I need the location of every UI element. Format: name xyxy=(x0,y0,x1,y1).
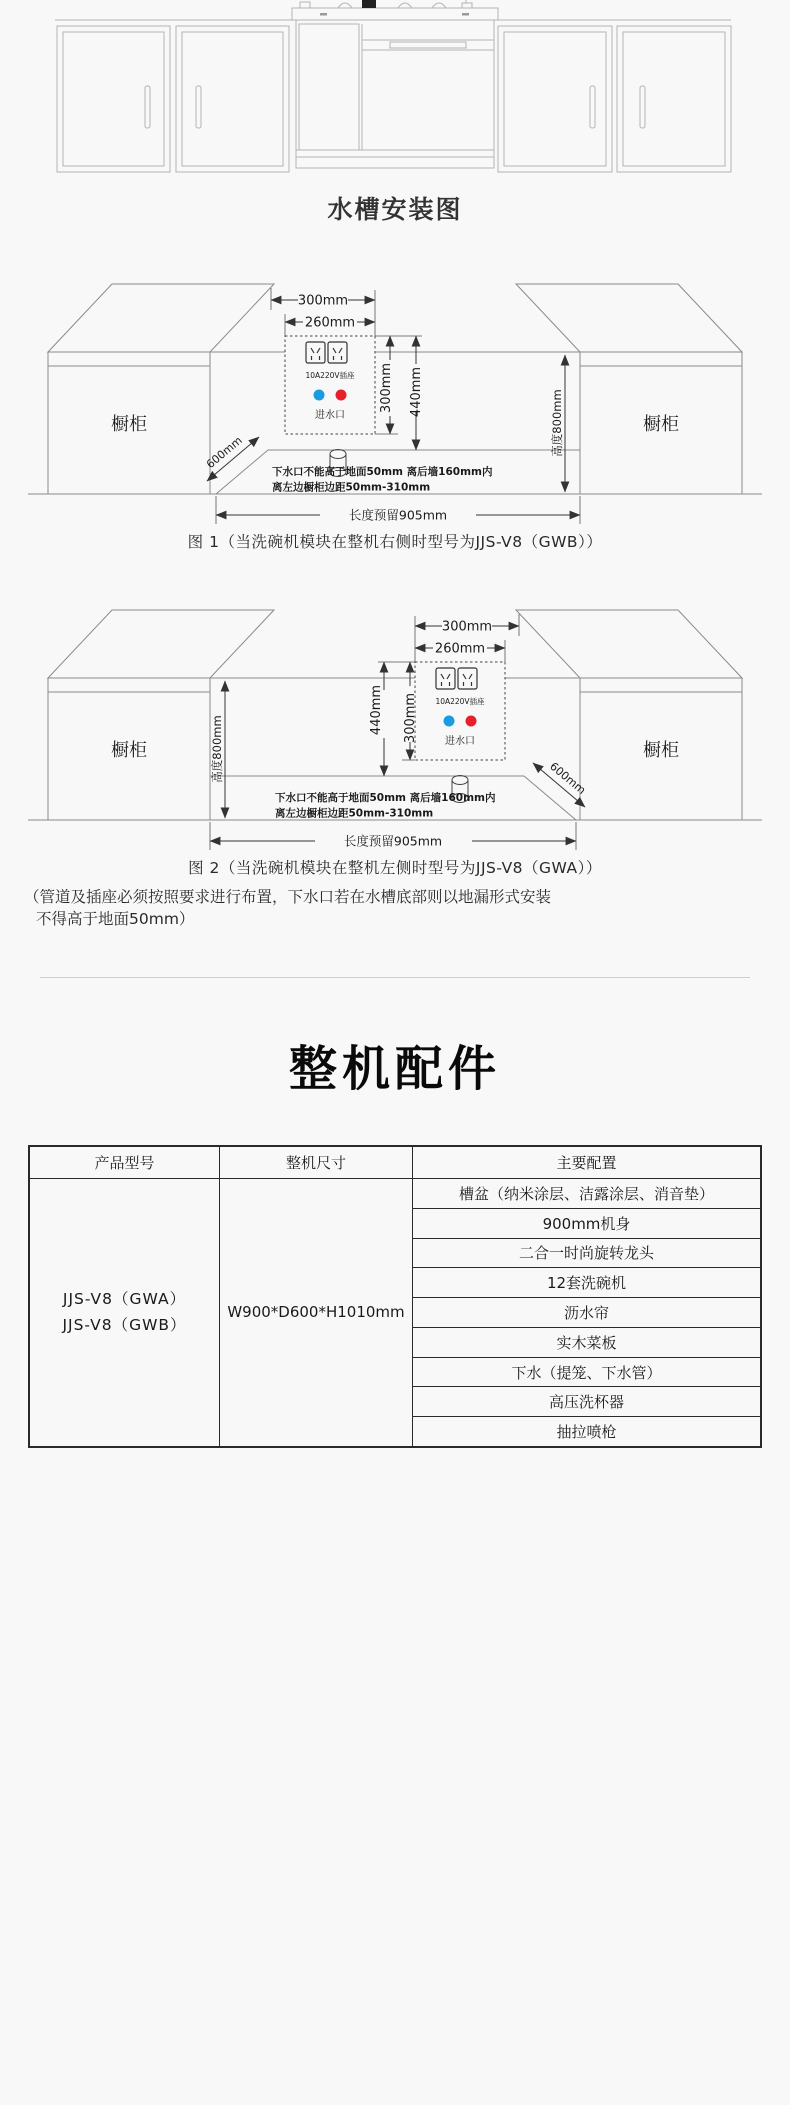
fig1-dim-600mm: 600mm xyxy=(203,433,245,472)
fig1-cabinet-outlines xyxy=(28,284,762,494)
fig1-dim-height-800mm: 高度800mm xyxy=(550,389,564,457)
fig1-cabinet-right-label: 橱柜 xyxy=(643,414,679,435)
figure-1-installation-diagram xyxy=(0,232,790,528)
config-list xyxy=(413,1179,760,1446)
cell-product-models xyxy=(30,1179,220,1446)
fig2-hot-water-dot xyxy=(466,716,477,727)
table-row: 槽盆（纳米涂层、洁露涂层、消音垫） xyxy=(413,1179,760,1209)
parts-section-title: 整机配件 xyxy=(288,1040,501,1097)
fig1-hot-water-dot xyxy=(336,390,347,401)
fig1-dim-260mm: 260mm xyxy=(304,315,356,331)
fig2-dim-reserved-length: 长度预留905mm xyxy=(343,833,443,849)
header-machine-size: 整机尺寸 xyxy=(220,1147,413,1178)
header-product-model: 产品型号 xyxy=(30,1147,220,1178)
table-row: 高压洗杯器 xyxy=(413,1387,760,1417)
table-row: 下水（提笼、下水管） xyxy=(413,1358,760,1388)
fig2-water-inlet-label: 进水口 xyxy=(445,736,475,747)
fig2-cabinet-left-label: 橱柜 xyxy=(111,740,147,761)
table-row: 12套洗碗机 xyxy=(413,1268,760,1298)
fig2-drain-note-line2: 离左边橱柜边距50mm-310mm xyxy=(275,807,434,820)
model-jjs-v8-gwa: JJS-V8（GWA） xyxy=(62,1290,187,1309)
fig2-drain-note-line1: 下水口不能高于地面50mm 离后墙160mm内 xyxy=(275,792,496,804)
kitchen-elevation-svg xyxy=(0,0,790,178)
fig1-drain-note-line1: 下水口不能高于地面50mm 离后墙160mm内 xyxy=(272,466,493,478)
section-divider xyxy=(40,977,750,978)
fig1-dim-reserved-length: 长度预留905mm xyxy=(348,507,448,523)
fig1-dim-v440mm: 440mm xyxy=(409,366,424,418)
fig1-cabinet-left-label: 橱柜 xyxy=(111,414,147,435)
fig2-cabinet-outlines xyxy=(28,610,762,820)
header-main-config: 主要配置 xyxy=(556,1153,617,1172)
fig2-dim-600mm: 600mm xyxy=(547,759,589,798)
counter-item-dark xyxy=(362,0,376,8)
installation-note-line1: （管道及插座必须按照要求进行布置，下水口若在水槽底部则以地漏形式安装 xyxy=(24,888,552,906)
cell-machine-dimensions: W900*D600*H1010mm xyxy=(220,1179,413,1446)
fig2-dim-v300mm: 300mm xyxy=(403,692,418,744)
parts-table xyxy=(28,1145,762,1448)
fig2-dim-300mm: 300mm xyxy=(441,619,493,635)
figure-1-caption: 图 1（当洗碗机模块在整机右侧时型号为JJS-V8（GWB）） xyxy=(187,533,603,551)
fig2-dim-height-800mm: 高度800mm xyxy=(210,715,224,783)
table-row: 沥水帘 xyxy=(413,1298,760,1328)
fig1-dim-v300mm: 300mm xyxy=(379,362,394,414)
fig1-water-inlet-label: 进水口 xyxy=(315,410,345,421)
fig1-cold-water-dot xyxy=(314,390,325,401)
fig2-dim-v440mm: 440mm xyxy=(369,684,384,736)
fig1-socket-label: 10A220V插座 xyxy=(305,371,355,380)
fig2-dim-260mm: 260mm xyxy=(434,641,486,657)
figure-2-installation-diagram xyxy=(0,558,790,854)
fig1-dim-300mm: 300mm xyxy=(297,293,349,309)
table-row: 实木菜板 xyxy=(413,1328,760,1358)
model-jjs-v8-gwb: JJS-V8（GWB） xyxy=(62,1316,187,1335)
installation-note-line2: 不得高于地面50mm） xyxy=(36,910,195,929)
fig2-socket-label: 10A220V插座 xyxy=(435,697,485,706)
parts-table-header-row xyxy=(30,1147,760,1179)
fig1-socket-icons xyxy=(306,342,347,363)
fig1-drain-note-line2: 离左边橱柜边距50mm-310mm xyxy=(272,481,431,494)
fig2-socket-icons xyxy=(436,668,477,689)
installation-note xyxy=(24,886,768,931)
fig2-cabinet-right-label: 橱柜 xyxy=(643,740,679,761)
table-row: 900mm机身 xyxy=(413,1209,760,1239)
install-diagram-title: 水槽安装图 xyxy=(327,195,463,224)
table-row: 二合一时尚旋转龙头 xyxy=(413,1239,760,1269)
fig2-cold-water-dot xyxy=(444,716,455,727)
kitchen-elevation-drawing xyxy=(0,0,790,178)
figure-2-caption: 图 2（当洗碗机模块在整机左侧时型号为JJS-V8（GWA）） xyxy=(188,859,602,877)
table-row: 抽拉喷枪 xyxy=(556,1423,617,1442)
